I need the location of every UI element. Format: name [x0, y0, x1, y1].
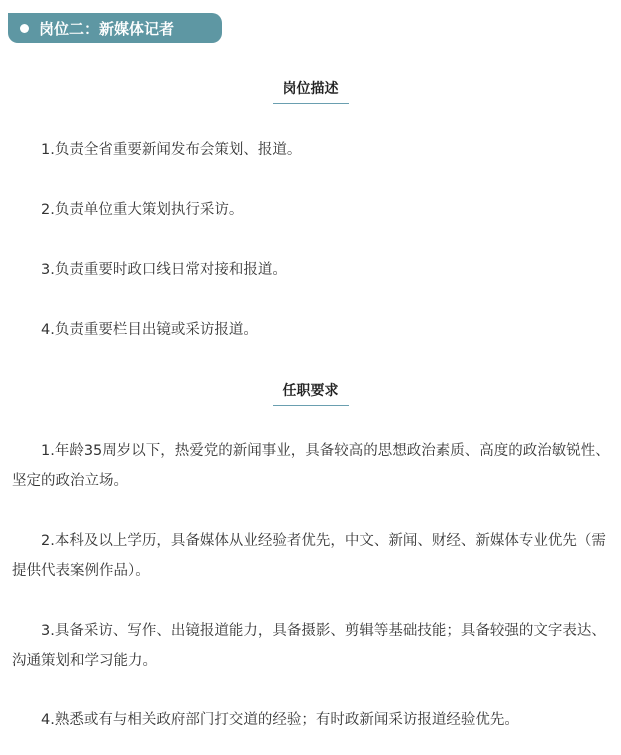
description-item-3: 3.负责重要时政口线日常对接和报道。	[41, 262, 287, 278]
requirement-item-4: 4.熟悉或有与相关政府部门打交道的经验；有时政新闻采访报道经验优先。	[41, 712, 519, 728]
description-item-4: 4.负责重要栏目出镜或采访报道。	[41, 322, 258, 338]
section-heading-text: 岗位描述	[273, 78, 349, 104]
requirement-item-1: 1.年龄35周岁以下，热爱党的新闻事业，具备较高的思想政治素质、高度的政治敏锐性、坚定的政治立场。	[12, 443, 610, 489]
position-title: 岗位二：新媒体记者	[39, 19, 175, 38]
position-title-badge	[8, 13, 222, 43]
section-heading-job-description	[0, 78, 621, 104]
description-item-2: 2.负责单位重大策划执行采访。	[41, 202, 244, 218]
requirement-item-2: 2.本科及以上学历，具备媒体从业经验者优先，中文、新闻、财经、新媒体专业优先（需提供代表案例作品）。	[12, 533, 606, 579]
section-heading-text: 任职要求	[273, 380, 349, 406]
bullet-dot-icon	[20, 24, 29, 33]
section-heading-requirements	[0, 380, 621, 406]
requirement-item-3: 3.具备采访、写作、出镜报道能力，具备摄影、剪辑等基础技能；具备较强的文字表达、沟通策划和学习能力。	[12, 623, 606, 669]
description-item-1: 1.负责全省重要新闻发布会策划、报道。	[41, 142, 302, 158]
